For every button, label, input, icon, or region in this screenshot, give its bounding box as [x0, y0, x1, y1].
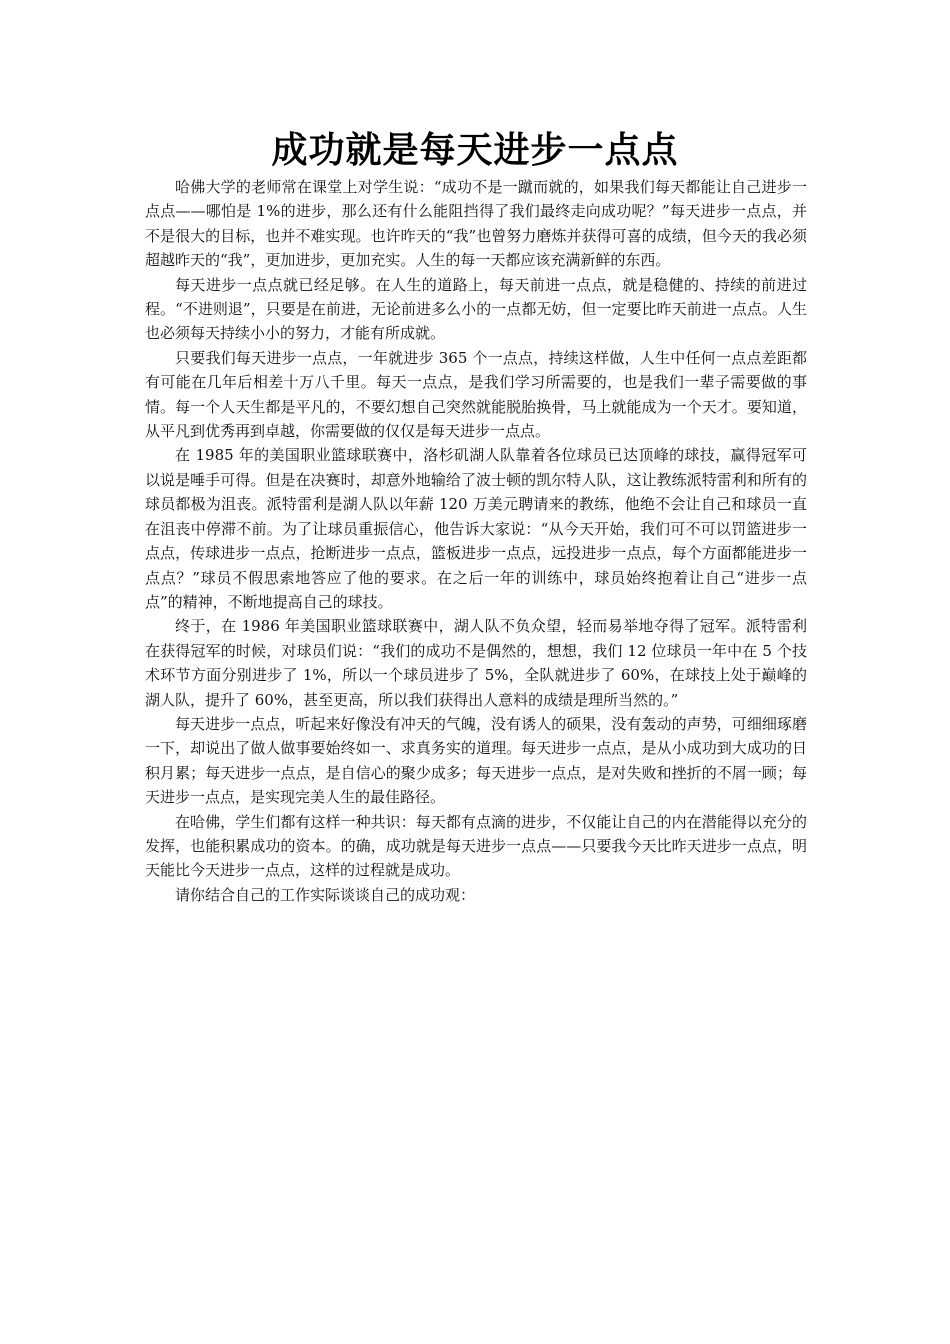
paragraph-6: 每天进步一点点，听起来好像没有冲天的气魄，没有诱人的硕果，没有轰动的声势，可细细琢磨一下，却说出了做人做事要始终如一、求真务实的道理。每天进步一点点，是从小成功到大成功的日积月累；每天进步一点点，是自信心的聚少成多；每天进步一点点，是对失败和挫折的不屑一顾；每天进步一点点，是实现完美人生的最佳路径。	[145, 714, 807, 807]
paragraph-4: 在 1985 年的美国职业篮球联赛中，洛杉矶湖人队靠着各位球员已达顶峰的球技，赢得冠军可以说是唾手可得。但是在决赛时，却意外地输给了波士顿的凯尔特人队，这让教练派特雷利和所有的球员都极为沮丧。派特雷利是湖人队以年薪 120 万美元聘请来的教练，他绝不会让自己和球员一直在沮丧中停滞不前。为了让球员重振信心，他告诉大家说：“从今天开始，我们可不可以罚篮进步一点点，传球进步一点点，抢断进步一点点，篮板进步一点点，远投进步一点点，每个方面都能进步一点点？”球员不假思索地答应了他的要求。在之后一年的训练中，球员始终抱着让自己“进步一点点”的精神，不断地提高自己的球技。	[145, 446, 807, 611]
article-body	[145, 175, 807, 907]
question-prompt: 请你结合自己的工作实际谈谈自己的成功观：	[175, 885, 476, 904]
paragraph-2: 每天进步一点点就已经足够。在人生的道路上，每天前进一点点，就是稳健的、持续的前进过程。“不进则退”，只要是在前进，无论前进多么小的一点都无妨，但一定要比昨天前进一点点。人生也必须每天持续小小的努力，才能有所成就。	[145, 275, 807, 343]
paragraph-7: 在哈佛，学生们都有这样一种共识：每天都有点滴的进步，不仅能让自己的内在潜能得以充分的发挥，也能积累成功的资本。的确，成功就是每天进步一点点——只要我今天比昨天进步一点点，明天能比今天进步一点点，这样的过程就是成功。	[145, 812, 807, 880]
page-title: 成功就是每天进步一点点	[271, 129, 679, 171]
paragraph-3: 只要我们每天进步一点点，一年就进步 365 个一点点，持续这样做，人生中任何一点点差距都有可能在几年后相差十万八千里。每天一点点，是我们学习所需要的，也是我们一辈子需要做的事情。每一个人天生都是平凡的，不要幻想自己突然就能脱胎换骨，马上就能成为一个天才。要知道，从平凡到优秀再到卓越，你需要做的仅仅是每天进步一点点。	[145, 348, 807, 441]
paragraph-5: 终于，在 1986 年美国职业篮球联赛中，湖人队不负众望，轻而易举地夺得了冠军。派特雷利在获得冠军的时候，对球员们说：“我们的成功不是偶然的，想想，我们 12 位球员一年中在 5 个技术环节方面分别进步了 1%，所以一个球员进步了 5%，全队就进步了 60%，在球技上处于巅峰的湖人队，提升了 60%，甚至更高，所以我们获得出人意料的成绩是理所当然的。”	[145, 617, 807, 709]
paragraph-1: 哈佛大学的老师常在课堂上对学生说：“成功不是一蹴而就的，如果我们每天都能让自己进步一点点——哪怕是 1%的进步，那么还有什么能阻挡得了我们最终走向成功呢？”每天进步一点点，并不是很大的目标，也并不难实现。也许昨天的“我”也曾努力磨炼并获得可喜的成绩，但今天的我必须超越昨天的“我”，更加进步，更加充实。人生的每一天都应该充满新鲜的东西。	[145, 178, 807, 270]
